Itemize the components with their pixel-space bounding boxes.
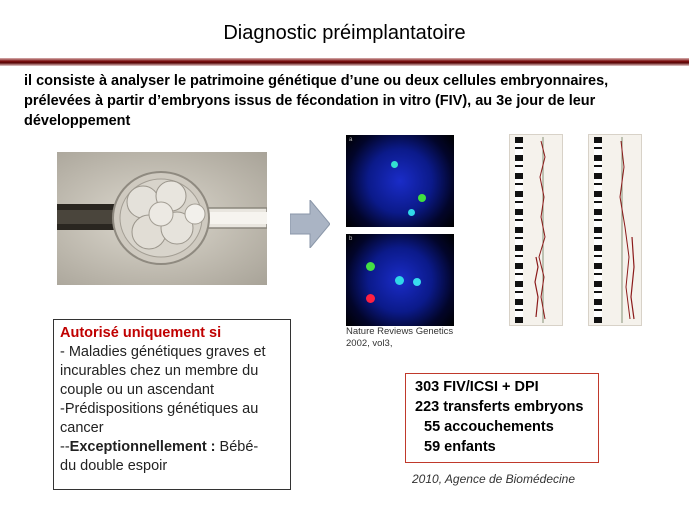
stats-line: 55 accouchements (424, 419, 554, 435)
embryo-illustration (57, 152, 267, 285)
fish-signal-cyan (395, 276, 404, 285)
fish-signal-cyan (413, 278, 421, 286)
karyotype-profile-1 (509, 134, 563, 326)
conditions-box (53, 319, 291, 490)
conditions-line: incurables chez un membre du (60, 363, 259, 379)
conditions-line: du double espoir (60, 458, 168, 474)
fish-signal-green (366, 262, 375, 271)
stats-line: 303 FIV/ICSI + DPI (415, 379, 539, 395)
title-rule (0, 58, 689, 66)
stats-source: 2010, Agence de Biomédecine (412, 472, 576, 486)
conditions-line: -Prédispositions génétiques au (60, 401, 259, 417)
exception-label: Exceptionnellement : (69, 439, 216, 455)
stats-line: 59 enfants (424, 439, 496, 455)
chromosome-ideogram (594, 137, 602, 323)
intro-line: prélevées à partir d’embryons issus de fécondation in vitro (FIV), au 3e jour de leur (24, 93, 596, 109)
fish-signal-green (418, 194, 426, 202)
arrow-right-icon (290, 200, 330, 248)
caption-line: Nature Reviews Genetics (346, 326, 454, 337)
fish-signal-cyan (391, 161, 398, 168)
conditions-line: cancer (60, 420, 104, 436)
intro-line: il consiste à analyser le patrimoine génétique d’une ou deux cellules embryonnaires, (24, 73, 609, 89)
fish-label-b: b (349, 236, 353, 242)
stats-box (405, 373, 599, 463)
embryo-biopsy-photo (57, 152, 267, 285)
image-caption (346, 326, 453, 350)
fish-signal-cyan (408, 209, 415, 216)
conditions-line: couple ou un ascendant (60, 382, 214, 398)
intro-text (24, 71, 674, 131)
conditions-exception (60, 438, 290, 457)
fish-image-b (346, 234, 454, 326)
cgh-trace (527, 137, 559, 323)
fish-label-a: a (349, 137, 353, 143)
exception-prefix: -- (60, 439, 70, 455)
fish-signal-red (366, 294, 375, 303)
conditions-line: - Maladies génétiques graves et (60, 344, 266, 360)
caption-line: 2002, vol3, (346, 338, 393, 349)
chromosome-ideogram (515, 137, 523, 323)
fish-image-a (346, 135, 454, 227)
stats-line: 223 transferts embryons (415, 399, 584, 415)
intro-line: développement (24, 113, 131, 129)
karyotype-profile-2 (588, 134, 642, 326)
slide-title: Diagnostic préimplantatoire (223, 22, 466, 44)
conditions-heading: Autorisé uniquement si (60, 325, 222, 341)
cgh-trace (606, 137, 638, 323)
exception-text: Bébé- (215, 439, 259, 455)
